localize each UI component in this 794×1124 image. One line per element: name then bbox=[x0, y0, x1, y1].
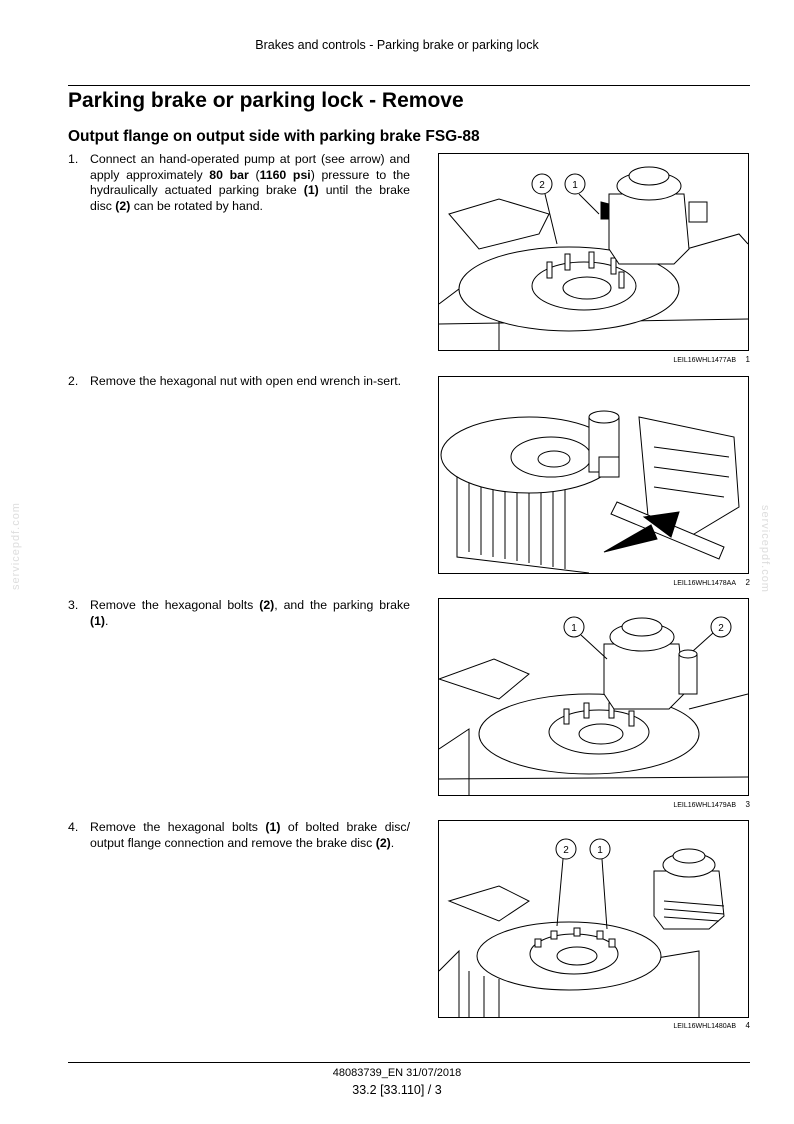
section-subtitle: Output flange on output side with parking brake FSG-88 bbox=[68, 128, 480, 145]
figure-3-illustration bbox=[438, 598, 749, 796]
figure-4-caption: LEIL16WHL1480AB 4 bbox=[673, 1021, 750, 1030]
step-1 bbox=[68, 152, 410, 214]
footer-rule bbox=[68, 1062, 750, 1063]
callout: 2 bbox=[563, 845, 569, 856]
step-text: Connect an hand-operated pump at port (see arrow) and apply approximately 80 bar (1160 psi) pressure to the hydraulically actuated parking brake (1) until the brake disc (2) can be rotated by hand. bbox=[90, 152, 411, 213]
figure-2-caption: LEIL16WHL1478AA 2 bbox=[673, 578, 750, 587]
header-rule bbox=[68, 85, 750, 86]
step-number: 3. bbox=[68, 598, 79, 612]
watermark-left: servicepdf.com bbox=[10, 502, 22, 590]
running-header: Brakes and controls - Parking brake or parking lock bbox=[255, 38, 539, 52]
callout: 2 bbox=[539, 180, 545, 191]
step-2 bbox=[68, 374, 410, 390]
step-number: 2. bbox=[68, 374, 79, 388]
callout: 1 bbox=[597, 845, 603, 856]
figure-1-illustration bbox=[438, 153, 749, 351]
footer-document-id: 48083739_EN 31/07/2018 bbox=[332, 1067, 462, 1079]
step-number: 4. bbox=[68, 820, 79, 834]
footer-page-number: 33.2 [33.110] / 3 bbox=[352, 1083, 442, 1097]
callout: 1 bbox=[571, 623, 577, 634]
callout: 1 bbox=[572, 180, 578, 191]
figure-2-illustration bbox=[438, 376, 749, 574]
step-3 bbox=[68, 598, 410, 629]
page-title: Parking brake or parking lock - Remove bbox=[68, 89, 464, 112]
figure-1-caption: LEIL16WHL1477AB 1 bbox=[673, 355, 750, 364]
step-text: Remove the hexagonal bolts (2), and the parking brake (1). bbox=[90, 598, 410, 628]
step-number: 1. bbox=[68, 152, 79, 166]
step-4 bbox=[68, 820, 410, 851]
callout: 2 bbox=[718, 623, 724, 634]
figure-3-caption: LEIL16WHL1479AB 3 bbox=[673, 800, 750, 809]
step-text: Remove the hexagonal nut with open end wrench in-sert. bbox=[90, 374, 402, 388]
step-text: Remove the hexagonal bolts (1) of bolted brake disc/ output flange connection and remove the brake disc (2). bbox=[90, 820, 410, 850]
figure-4-illustration bbox=[438, 820, 749, 1018]
watermark-right: servicepdf.com bbox=[759, 505, 771, 593]
